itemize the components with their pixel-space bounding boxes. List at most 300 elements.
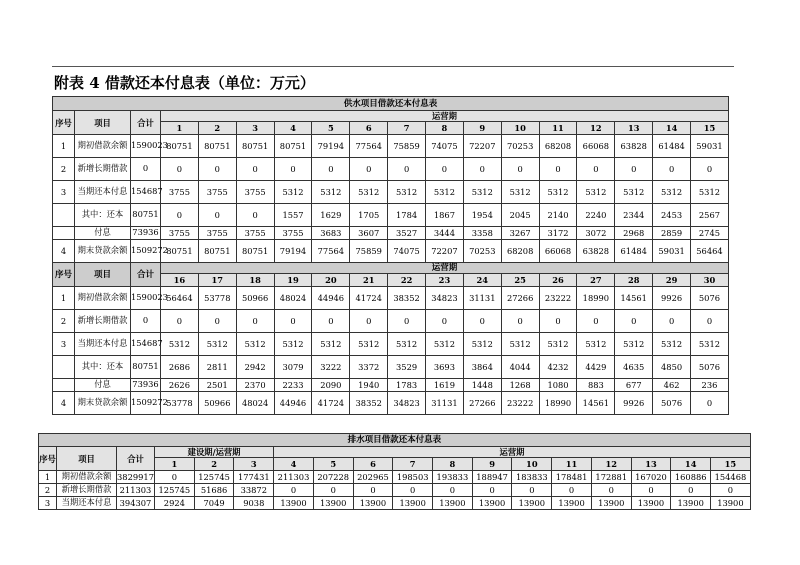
value-cell: 13900 xyxy=(433,497,473,510)
row-number xyxy=(53,356,75,379)
value-cell: 0 xyxy=(350,158,388,181)
value-cell: 13900 xyxy=(393,497,433,510)
value-cell: 3755 xyxy=(236,227,274,240)
value-cell: 5312 xyxy=(691,181,729,204)
water-loan-table xyxy=(52,96,729,415)
value-cell: 5312 xyxy=(426,181,464,204)
period-number: 2 xyxy=(194,458,234,471)
value-cell: 50966 xyxy=(198,392,236,415)
value-cell: 5312 xyxy=(274,333,312,356)
value-cell: 193833 xyxy=(433,471,473,484)
value-cell: 0 xyxy=(312,310,350,333)
value-cell: 0 xyxy=(198,310,236,333)
value-cell: 5312 xyxy=(350,181,388,204)
value-cell: 5312 xyxy=(539,333,577,356)
value-cell: 18990 xyxy=(539,392,577,415)
period-number: 17 xyxy=(198,274,236,287)
value-cell: 27266 xyxy=(463,392,501,415)
value-cell: 75859 xyxy=(350,240,388,263)
value-cell: 3222 xyxy=(312,356,350,379)
period-number: 10 xyxy=(501,122,539,135)
value-cell: 211303 xyxy=(274,471,314,484)
column-header-item: 项目 xyxy=(57,447,117,471)
value-cell: 462 xyxy=(653,379,691,392)
value-cell: 0 xyxy=(388,158,426,181)
value-cell: 0 xyxy=(512,484,552,497)
period-number: 5 xyxy=(313,458,353,471)
column-header-period: 运营期 xyxy=(161,263,729,274)
value-cell: 2453 xyxy=(653,204,691,227)
value-cell: 80751 xyxy=(236,135,274,158)
value-cell: 61484 xyxy=(653,135,691,158)
table-row xyxy=(53,204,729,227)
row-label: 新增长期借款 xyxy=(75,310,131,333)
value-cell: 3755 xyxy=(236,181,274,204)
row-label: 付息 xyxy=(75,379,131,392)
row-number: 3 xyxy=(53,181,75,204)
value-cell: 3755 xyxy=(198,181,236,204)
table-row xyxy=(39,471,751,484)
value-cell: 1940 xyxy=(350,379,388,392)
value-cell: 2567 xyxy=(691,204,729,227)
value-cell: 63828 xyxy=(577,240,615,263)
column-header-period: 运营期 xyxy=(274,447,751,458)
row-number: 2 xyxy=(39,484,57,497)
value-cell: 1784 xyxy=(388,204,426,227)
value-cell: 27266 xyxy=(501,287,539,310)
value-cell: 177431 xyxy=(234,471,274,484)
period-number: 11 xyxy=(552,458,592,471)
value-cell: 3755 xyxy=(161,181,199,204)
value-cell: 0 xyxy=(198,204,236,227)
period-number: 24 xyxy=(463,274,501,287)
row-total: 394307 xyxy=(117,497,155,510)
value-cell: 53778 xyxy=(161,392,199,415)
value-cell: 13900 xyxy=(591,497,631,510)
value-cell: 53778 xyxy=(198,287,236,310)
period-number: 23 xyxy=(426,274,464,287)
period-number: 28 xyxy=(615,274,653,287)
row-total: 73936 xyxy=(131,227,161,240)
row-total: 0 xyxy=(131,158,161,181)
row-total: 154687 xyxy=(131,181,161,204)
column-header-period: 运营期 xyxy=(161,111,729,122)
value-cell: 0 xyxy=(653,158,691,181)
period-number: 12 xyxy=(591,458,631,471)
period-number: 27 xyxy=(577,274,615,287)
value-cell: 80751 xyxy=(198,135,236,158)
value-cell: 0 xyxy=(463,310,501,333)
value-cell: 5076 xyxy=(691,287,729,310)
period-number: 1 xyxy=(155,458,195,471)
header-row xyxy=(39,447,751,458)
period-number: 7 xyxy=(393,458,433,471)
table-caption-row xyxy=(53,97,729,111)
value-cell: 3172 xyxy=(539,227,577,240)
table-row xyxy=(39,497,751,510)
value-cell: 80751 xyxy=(161,240,199,263)
value-cell: 1268 xyxy=(501,379,539,392)
value-cell: 5312 xyxy=(615,333,653,356)
value-cell: 44946 xyxy=(274,392,312,415)
period-number: 9 xyxy=(463,122,501,135)
row-label: 新增长期借款 xyxy=(57,484,117,497)
value-cell: 5312 xyxy=(577,181,615,204)
value-cell: 3079 xyxy=(274,356,312,379)
value-cell: 0 xyxy=(615,310,653,333)
period-number: 13 xyxy=(631,458,671,471)
period-number: 12 xyxy=(577,122,615,135)
value-cell: 5312 xyxy=(577,333,615,356)
value-cell: 883 xyxy=(577,379,615,392)
table-caption-row xyxy=(39,434,751,447)
value-cell: 4635 xyxy=(615,356,653,379)
value-cell: 68208 xyxy=(539,135,577,158)
value-cell: 5312 xyxy=(236,333,274,356)
value-cell: 5312 xyxy=(501,181,539,204)
value-cell: 34823 xyxy=(426,287,464,310)
table-row xyxy=(39,484,751,497)
value-cell: 5312 xyxy=(161,333,199,356)
table-row xyxy=(53,227,729,240)
value-cell: 5312 xyxy=(653,181,691,204)
value-cell: 7049 xyxy=(194,497,234,510)
value-cell: 0 xyxy=(539,158,577,181)
value-cell: 13900 xyxy=(631,497,671,510)
value-cell: 0 xyxy=(350,310,388,333)
value-cell: 0 xyxy=(313,484,353,497)
period-number: 8 xyxy=(426,122,464,135)
value-cell: 72207 xyxy=(426,240,464,263)
value-cell: 0 xyxy=(155,471,195,484)
value-cell: 2924 xyxy=(155,497,195,510)
table-row xyxy=(53,392,729,415)
period-number: 30 xyxy=(691,274,729,287)
row-total: 3829917 xyxy=(117,472,154,482)
column-header-no: 序号 xyxy=(39,447,57,471)
row-total: 0 xyxy=(131,310,161,333)
value-cell: 198503 xyxy=(393,471,433,484)
value-cell: 5312 xyxy=(350,333,388,356)
value-cell: 3527 xyxy=(388,227,426,240)
value-cell: 0 xyxy=(236,310,274,333)
value-cell: 3444 xyxy=(426,227,464,240)
period-number: 7 xyxy=(388,122,426,135)
value-cell: 2968 xyxy=(615,227,653,240)
value-cell: 51686 xyxy=(194,484,234,497)
column-header-total: 合计 xyxy=(131,111,161,135)
row-label: 期初借款余额 xyxy=(57,471,117,484)
value-cell: 0 xyxy=(631,484,671,497)
row-total: 154687 xyxy=(131,333,161,356)
value-cell: 0 xyxy=(161,204,199,227)
value-cell: 1629 xyxy=(312,204,350,227)
row-number: 1 xyxy=(53,135,75,158)
value-cell: 5312 xyxy=(312,181,350,204)
row-number: 3 xyxy=(39,497,57,510)
value-cell: 3358 xyxy=(463,227,501,240)
table-row xyxy=(53,181,729,204)
value-cell: 3607 xyxy=(350,227,388,240)
value-cell: 0 xyxy=(653,310,691,333)
value-cell: 80751 xyxy=(161,135,199,158)
period-number: 18 xyxy=(236,274,274,287)
row-label: 期末贷款余额 xyxy=(75,240,131,263)
value-cell: 9926 xyxy=(615,392,653,415)
value-cell: 0 xyxy=(353,484,393,497)
value-cell: 61484 xyxy=(615,240,653,263)
value-cell: 0 xyxy=(691,310,729,333)
table-row xyxy=(53,356,729,379)
value-cell: 5076 xyxy=(691,356,729,379)
value-cell: 50966 xyxy=(236,287,274,310)
value-cell: 2501 xyxy=(198,379,236,392)
value-cell: 5312 xyxy=(198,333,236,356)
value-cell: 70253 xyxy=(501,135,539,158)
row-total: 1590023 xyxy=(131,287,161,310)
value-cell: 13900 xyxy=(313,497,353,510)
table-row xyxy=(53,379,729,392)
period-number: 29 xyxy=(653,274,691,287)
value-cell: 0 xyxy=(691,158,729,181)
value-cell: 1867 xyxy=(426,204,464,227)
row-total: 211303 xyxy=(117,484,155,497)
value-cell: 9926 xyxy=(653,287,691,310)
value-cell: 80751 xyxy=(198,240,236,263)
value-cell: 41724 xyxy=(350,287,388,310)
value-cell: 75859 xyxy=(388,135,426,158)
value-cell: 188947 xyxy=(472,471,512,484)
value-cell: 38352 xyxy=(388,287,426,310)
value-cell: 13900 xyxy=(353,497,393,510)
row-total: 73936 xyxy=(131,379,161,392)
row-label: 期末贷款余额 xyxy=(75,392,131,415)
column-header-item: 项目 xyxy=(75,263,131,287)
value-cell: 23222 xyxy=(501,392,539,415)
value-cell: 33872 xyxy=(234,484,274,497)
value-cell: 77564 xyxy=(312,240,350,263)
row-number: 3 xyxy=(53,333,75,356)
value-cell: 0 xyxy=(393,484,433,497)
row-label: 期初借款余额 xyxy=(75,135,131,158)
value-cell: 1705 xyxy=(350,204,388,227)
column-header-no: 序号 xyxy=(53,111,75,135)
value-cell: 2045 xyxy=(501,204,539,227)
value-cell: 125745 xyxy=(194,471,234,484)
column-header-total: 合计 xyxy=(117,447,155,471)
value-cell: 59031 xyxy=(691,135,729,158)
period-number: 26 xyxy=(539,274,577,287)
value-cell: 66068 xyxy=(539,240,577,263)
value-cell: 0 xyxy=(198,158,236,181)
value-cell: 59031 xyxy=(653,240,691,263)
value-cell: 4044 xyxy=(501,356,539,379)
value-cell: 3267 xyxy=(501,227,539,240)
value-cell: 3693 xyxy=(426,356,464,379)
value-cell: 0 xyxy=(433,484,473,497)
value-cell: 677 xyxy=(615,379,653,392)
period-number: 6 xyxy=(350,122,388,135)
page-title: 附表 4 借款还本付息表（单位：万元） xyxy=(54,74,315,92)
value-cell: 172881 xyxy=(591,471,631,484)
column-header-item: 项目 xyxy=(75,111,131,135)
value-cell: 0 xyxy=(472,484,512,497)
value-cell: 0 xyxy=(388,310,426,333)
value-cell: 77564 xyxy=(350,135,388,158)
period-number: 22 xyxy=(388,274,426,287)
value-cell: 0 xyxy=(501,158,539,181)
value-cell: 0 xyxy=(615,158,653,181)
value-cell: 13900 xyxy=(512,497,552,510)
value-cell: 23222 xyxy=(539,287,577,310)
period-number: 1 xyxy=(161,122,199,135)
row-total: 1590023 xyxy=(131,135,161,158)
value-cell: 0 xyxy=(274,310,312,333)
drain-loan-table xyxy=(38,433,751,510)
value-cell: 56464 xyxy=(161,287,199,310)
value-cell: 80751 xyxy=(274,135,312,158)
period-number: 25 xyxy=(501,274,539,287)
value-cell: 5312 xyxy=(653,333,691,356)
row-total: 1509272 xyxy=(131,240,161,263)
value-cell: 5312 xyxy=(691,333,729,356)
value-cell: 0 xyxy=(426,158,464,181)
column-header-no: 序号 xyxy=(53,263,75,287)
period-number: 15 xyxy=(711,458,751,471)
value-cell: 2090 xyxy=(312,379,350,392)
header-row xyxy=(53,111,729,122)
value-cell: 18990 xyxy=(577,287,615,310)
row-label: 当期还本付息 xyxy=(57,497,117,510)
period-number: 16 xyxy=(161,274,199,287)
value-cell: 2344 xyxy=(615,204,653,227)
period-number: 4 xyxy=(274,122,312,135)
value-cell: 2686 xyxy=(161,356,199,379)
value-cell: 0 xyxy=(274,484,314,497)
table-row xyxy=(53,135,729,158)
table-caption: 供水项目借款还本付息表 xyxy=(53,97,729,111)
row-number: 4 xyxy=(53,392,75,415)
value-cell: 13900 xyxy=(671,497,711,510)
value-cell: 1619 xyxy=(426,379,464,392)
period-number: 11 xyxy=(539,122,577,135)
period-number: 19 xyxy=(274,274,312,287)
column-header-total: 合计 xyxy=(131,263,161,287)
value-cell: 3683 xyxy=(312,227,350,240)
table-row xyxy=(53,158,729,181)
period-number: 4 xyxy=(274,458,314,471)
value-cell: 5312 xyxy=(463,181,501,204)
value-cell: 1448 xyxy=(463,379,501,392)
value-cell: 13900 xyxy=(472,497,512,510)
table-row xyxy=(53,310,729,333)
value-cell: 2811 xyxy=(198,356,236,379)
period-number: 15 xyxy=(691,122,729,135)
value-cell: 80751 xyxy=(236,240,274,263)
value-cell: 160886 xyxy=(671,471,711,484)
value-cell: 5312 xyxy=(312,333,350,356)
value-cell: 34823 xyxy=(388,392,426,415)
value-cell: 3755 xyxy=(198,227,236,240)
value-cell: 0 xyxy=(161,310,199,333)
row-number xyxy=(53,379,75,392)
row-label: 付息 xyxy=(75,227,131,240)
value-cell: 31131 xyxy=(426,392,464,415)
row-number xyxy=(53,204,75,227)
value-cell: 0 xyxy=(463,158,501,181)
row-label: 期初借款余额 xyxy=(75,287,131,310)
value-cell: 2626 xyxy=(161,379,199,392)
value-cell: 48024 xyxy=(274,287,312,310)
value-cell: 154468 xyxy=(711,471,751,484)
value-cell: 178481 xyxy=(552,471,592,484)
value-cell: 1080 xyxy=(539,379,577,392)
row-number: 4 xyxy=(53,240,75,263)
row-number: 1 xyxy=(39,471,57,484)
value-cell: 236 xyxy=(691,379,729,392)
column-header-build: 建设期/运营期 xyxy=(155,447,274,458)
value-cell: 4850 xyxy=(653,356,691,379)
period-number: 20 xyxy=(312,274,350,287)
value-cell: 14561 xyxy=(615,287,653,310)
row-number: 2 xyxy=(53,158,75,181)
value-cell: 9038 xyxy=(234,497,274,510)
value-cell: 79194 xyxy=(274,240,312,263)
top-rule xyxy=(52,66,734,67)
period-number: 13 xyxy=(615,122,653,135)
value-cell: 5312 xyxy=(426,333,464,356)
value-cell: 0 xyxy=(312,158,350,181)
value-cell: 3755 xyxy=(274,227,312,240)
value-cell: 5312 xyxy=(463,333,501,356)
value-cell: 0 xyxy=(711,484,751,497)
value-cell: 1557 xyxy=(274,204,312,227)
value-cell: 14561 xyxy=(577,392,615,415)
period-number: 2 xyxy=(198,122,236,135)
value-cell: 207228 xyxy=(313,471,353,484)
row-total: 1509272 xyxy=(131,392,161,415)
period-number: 3 xyxy=(234,458,274,471)
row-label: 当期还本付息 xyxy=(75,333,131,356)
value-cell: 0 xyxy=(426,310,464,333)
value-cell: 0 xyxy=(236,158,274,181)
value-cell: 0 xyxy=(161,158,199,181)
value-cell: 13900 xyxy=(274,497,314,510)
value-cell: 0 xyxy=(501,310,539,333)
value-cell: 63828 xyxy=(615,135,653,158)
row-total: 80751 xyxy=(131,204,161,227)
value-cell: 3529 xyxy=(388,356,426,379)
value-cell: 5312 xyxy=(615,181,653,204)
value-cell: 2233 xyxy=(274,379,312,392)
value-cell: 0 xyxy=(236,204,274,227)
value-cell: 74075 xyxy=(388,240,426,263)
row-number xyxy=(53,227,75,240)
value-cell: 2942 xyxy=(236,356,274,379)
value-cell: 41724 xyxy=(312,392,350,415)
value-cell: 2859 xyxy=(653,227,691,240)
value-cell: 0 xyxy=(539,310,577,333)
value-cell: 1783 xyxy=(388,379,426,392)
row-label: 其中：还本 xyxy=(75,356,131,379)
value-cell: 1954 xyxy=(463,204,501,227)
value-cell: 125745 xyxy=(155,484,195,497)
value-cell: 2140 xyxy=(539,204,577,227)
period-number: 8 xyxy=(433,458,473,471)
value-cell: 3755 xyxy=(161,227,199,240)
value-cell: 5312 xyxy=(539,181,577,204)
value-cell: 0 xyxy=(577,158,615,181)
